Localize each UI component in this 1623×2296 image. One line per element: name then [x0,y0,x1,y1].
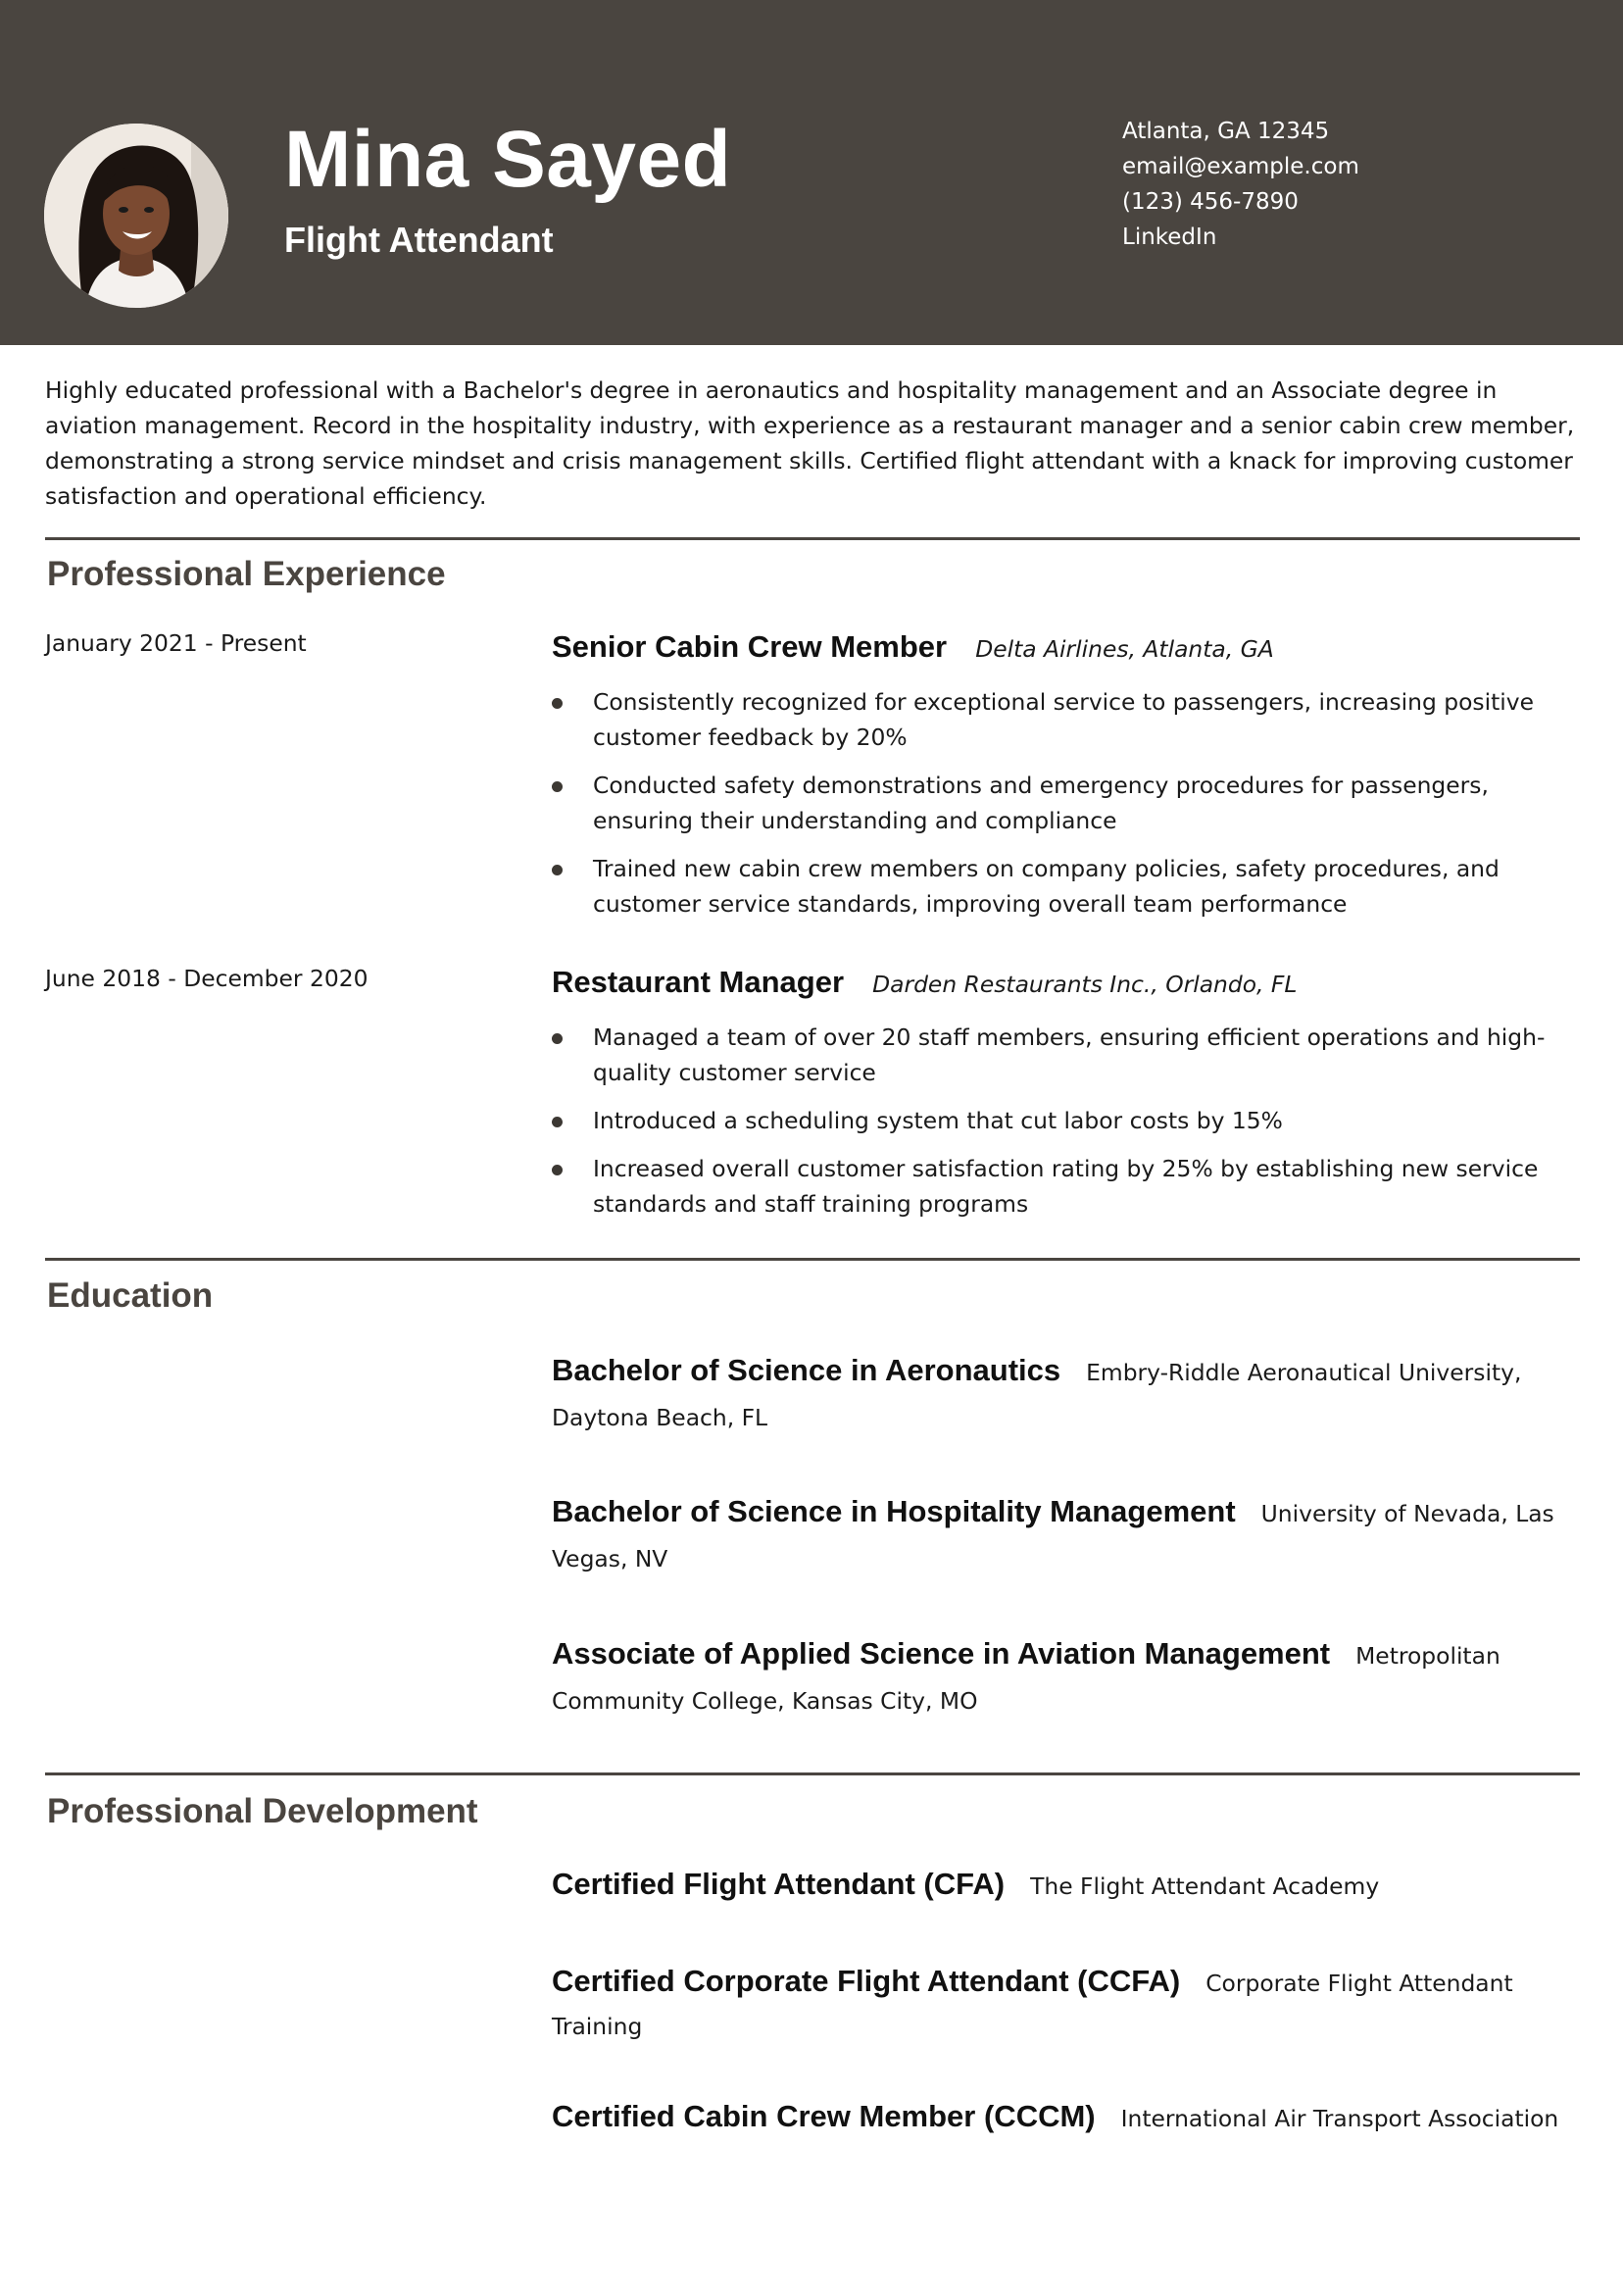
contact-linkedin[interactable]: LinkedIn [1122,225,1217,250]
certification-entry [552,1862,1581,1909]
bullet-icon [552,698,563,709]
certification-title: Certified Corporate Flight Attendant (CCFA) [552,1964,1181,1998]
section-title-development: Professional Development [47,1792,478,1830]
list-item: Managed a team of over 20 staff members, ensuring efficient operations and high-quality customer service [552,1020,1561,1090]
education-entry [552,1348,1581,1440]
section-divider [45,1258,1580,1261]
certification-provider: International Air Transport Association [1120,2105,1559,2132]
candidate-name: Mina Sayed [284,115,732,204]
list-item: Trained new cabin crew members on company policies, safety procedures, and customer service standards, improving overall team performance [552,851,1561,922]
contact-location: Atlanta, GA 12345 [1122,119,1330,144]
job-title: Senior Cabin Crew Member [552,629,948,664]
candidate-job-title: Flight Attendant [284,220,554,260]
professional-summary: Highly educated professional with a Bachelor's degree in aeronautics and hospitality management and an Associate degree in aviation management. Record in the hospitality industry, with experience as a restaurant manager and a senior cabin crew member, demonstrating a strong service mindset and crisis management skills. Certified flight attendant with a knack for improving customer satisfaction and operational efficiency. [45,376,1575,510]
list-item: Conducted safety demonstrations and emergency procedures for passengers, ensuring their understanding and compliance [552,768,1561,838]
list-item: Introduced a scheduling system that cut labor costs by 15% [552,1103,1561,1138]
education-entry [552,1489,1581,1581]
job-bullets [552,1020,1561,1234]
job-dates: June 2018 - December 2020 [45,965,369,992]
job-employer: Delta Airlines, Atlanta, GA [975,635,1274,663]
bullet-icon [552,1165,563,1175]
certification-title: Certified Cabin Crew Member (CCCM) [552,2099,1096,2133]
job-title: Restaurant Manager [552,965,845,999]
job-employer: Darden Restaurants Inc., Orlando, FL [872,971,1298,998]
list-item: Increased overall customer satisfaction rating by 25% by establishing new service standards and staff training programs [552,1151,1561,1222]
school-name: Metropolitan Community College, Kansas City, MO [552,1642,1500,1715]
section-divider [45,1772,1580,1775]
resume-header [0,0,1623,345]
certification-entry [552,2094,1581,2141]
certification-entry [552,1960,1581,2048]
degree-title: Associate of Applied Science in Aviation Management [552,1636,1331,1671]
certification-provider: Corporate Flight Attendant Training [552,1970,1513,2040]
certification-title: Certified Flight Attendant (CFA) [552,1867,1006,1901]
school-name: Embry-Riddle Aeronautical University, Daytona Beach, FL [552,1359,1522,1431]
list-item: Consistently recognized for exceptional service to passengers, increasing positive customer feedback by 20% [552,684,1561,755]
profile-photo [44,124,228,308]
bullet-icon [552,1117,563,1127]
school-name: University of Nevada, Las Vegas, NV [552,1500,1554,1572]
job-dates: January 2021 - Present [45,629,307,657]
portrait-image [44,124,228,308]
section-title-experience: Professional Experience [47,555,446,593]
bullet-icon [552,781,563,792]
contact-email[interactable]: email@example.com [1122,154,1359,179]
contact-phone: (123) 456-7890 [1122,189,1299,215]
degree-title: Bachelor of Science in Aeronautics [552,1353,1061,1387]
section-divider [45,537,1580,540]
job-header [552,627,1274,667]
education-entry [552,1631,1581,1723]
degree-title: Bachelor of Science in Hospitality Management [552,1494,1236,1528]
contact-block [1122,114,1359,255]
bullet-icon [552,865,563,875]
certification-provider: The Flight Attendant Academy [1030,1872,1380,1900]
job-bullets [552,684,1561,934]
job-header [552,963,1297,1002]
section-title-education: Education [47,1276,214,1315]
bullet-icon [552,1033,563,1044]
